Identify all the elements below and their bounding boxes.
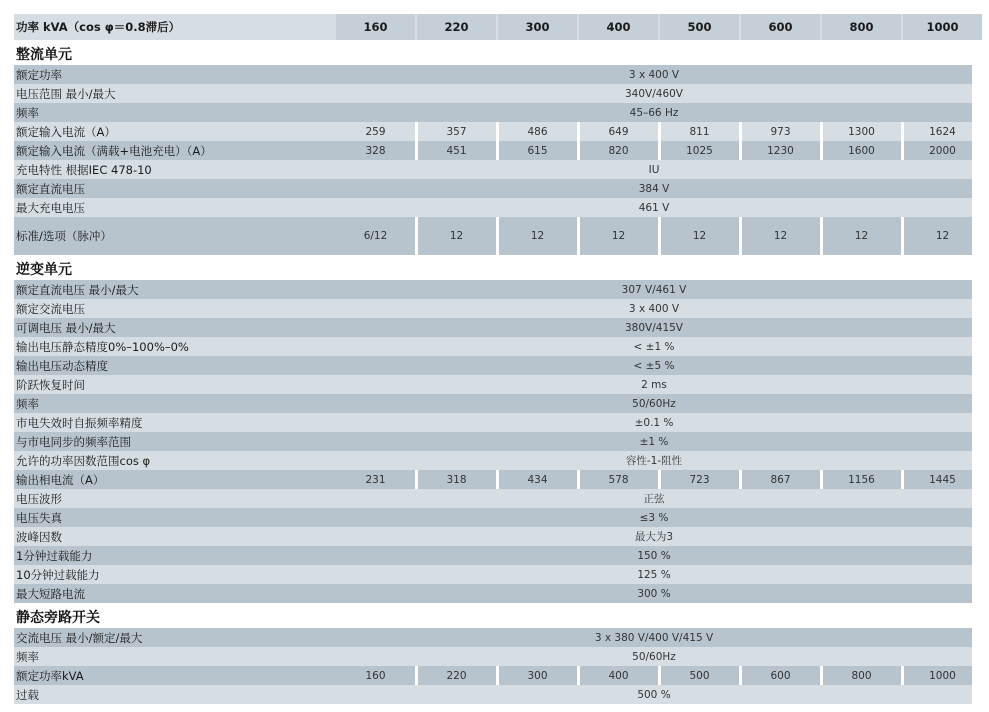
table-row (14, 160, 972, 179)
column-separator (901, 122, 904, 141)
row-cell: 12 (449, 230, 464, 242)
row-value: 容性-1-阻性 (625, 455, 683, 467)
row-label: 充电特性 根据IEC 478-10 (16, 162, 152, 177)
header-column: 600 (741, 14, 820, 40)
column-separator (739, 217, 742, 255)
row-cell: 12 (854, 230, 869, 242)
row-value: 125 % (637, 568, 671, 581)
table-row (14, 647, 972, 666)
row-cell: 820 (608, 144, 629, 157)
table-row (14, 318, 972, 337)
row-value: ±0.1 % (634, 416, 674, 429)
column-separator (415, 122, 418, 141)
column-separator (658, 217, 661, 255)
row-value: 500 % (637, 688, 671, 701)
table-row (14, 413, 972, 432)
column-separator (901, 141, 904, 160)
row-cells (336, 122, 972, 141)
table-row (14, 65, 972, 84)
column-separator (901, 217, 904, 255)
row-cell: 12 (692, 230, 707, 242)
row-value: 2 ms (641, 378, 667, 391)
row-cell: 12 (773, 230, 788, 242)
row-value: ≤3 % (639, 511, 669, 524)
row-value: ±1 % (639, 435, 669, 448)
column-separator (415, 141, 418, 160)
header-columns (336, 14, 972, 40)
column-separator (415, 470, 418, 489)
row-label: 电压波形 (16, 491, 62, 506)
row-value: 380V/415V (625, 321, 683, 334)
column-separator (577, 666, 580, 685)
table-row (14, 432, 972, 451)
column-separator (415, 217, 418, 255)
table-row (14, 375, 972, 394)
row-label: 电压失真 (16, 510, 62, 525)
row-cell: 160 (365, 669, 386, 682)
table-row (14, 280, 972, 299)
row-label: 10分钟过载能力 (16, 567, 100, 582)
table-row (14, 565, 972, 584)
row-label: 可调电压 最小/最大 (16, 320, 116, 335)
row-label: 交流电压 最小/额定/最大 (16, 630, 143, 645)
table-row (14, 179, 972, 198)
header-column: 800 (822, 14, 901, 40)
column-separator (577, 470, 580, 489)
column-separator (658, 666, 661, 685)
row-cell: 6/12 (363, 230, 388, 242)
column-separator (901, 666, 904, 685)
table-row (14, 546, 972, 565)
column-separator (496, 470, 499, 489)
table-row (14, 584, 972, 603)
table-row (14, 122, 972, 141)
column-separator (658, 470, 661, 489)
row-cell: 600 (770, 669, 791, 682)
row-cells (336, 666, 972, 685)
header-label: 功率 kVA（cos φ＝0.8滞后） (16, 20, 181, 34)
column-separator (820, 141, 823, 160)
row-cell: 451 (446, 144, 467, 157)
column-separator (739, 470, 742, 489)
row-label: 额定输入电流（满载+电池充电）（A） (16, 143, 212, 158)
table-row (14, 470, 972, 489)
row-cell: 1230 (767, 144, 794, 157)
row-label: 阶跃恢复时间 (16, 377, 85, 392)
row-cell: 1000 (929, 669, 956, 682)
column-separator (496, 666, 499, 685)
row-cell: 811 (689, 125, 710, 138)
row-label: 市电失效时自振频率精度 (16, 415, 143, 430)
header-column: 400 (579, 14, 658, 40)
row-cell: 486 (527, 125, 548, 138)
column-separator (577, 122, 580, 141)
row-label: 最大短路电流 (16, 586, 85, 601)
row-cell: 400 (608, 669, 629, 682)
row-cell: 328 (365, 144, 386, 157)
table-row (14, 527, 972, 546)
row-cell: 231 (365, 473, 386, 486)
row-value: 3 x 400 V (628, 68, 680, 81)
row-label: 频率 (16, 105, 39, 120)
table-header-row (14, 14, 972, 40)
row-value: < ±5 % (633, 359, 675, 372)
row-cell: 578 (608, 473, 629, 486)
row-cells (336, 217, 972, 255)
table-row (14, 198, 972, 217)
row-label: 电压范围 最小/最大 (16, 86, 116, 101)
row-label: 额定功率 (16, 67, 62, 82)
column-separator (901, 470, 904, 489)
header-column: 160 (336, 14, 415, 40)
table-row (14, 356, 972, 375)
column-separator (739, 141, 742, 160)
row-cells (336, 141, 972, 160)
row-cell: 12 (611, 230, 626, 242)
column-separator (820, 217, 823, 255)
column-separator (820, 122, 823, 141)
table-row (14, 451, 972, 470)
row-cell: 318 (446, 473, 467, 486)
column-separator (496, 141, 499, 160)
row-cell: 12 (935, 230, 950, 242)
table-row (14, 84, 972, 103)
row-cell: 259 (365, 125, 386, 138)
row-cell: 1156 (848, 473, 875, 486)
row-label: 输出电压动态精度 (16, 358, 108, 373)
column-separator (739, 122, 742, 141)
row-label: 额定交流电压 (16, 301, 85, 316)
table-row (14, 685, 972, 704)
row-cell: 12 (530, 230, 545, 242)
column-separator (496, 122, 499, 141)
header-column: 500 (660, 14, 739, 40)
section-title: 逆变单元 (16, 262, 72, 278)
row-value: < ±1 % (633, 340, 675, 353)
column-separator (658, 141, 661, 160)
table-row (14, 508, 972, 527)
row-value: 461 V (638, 201, 670, 214)
row-label: 额定功率kVA (16, 668, 84, 683)
row-label: 额定直流电压 (16, 181, 85, 196)
row-label: 标准/选项（脉冲） (16, 229, 112, 243)
row-cell: 973 (770, 125, 791, 138)
row-cell: 220 (446, 669, 467, 682)
row-label: 1分钟过载能力 (16, 548, 93, 563)
column-separator (577, 217, 580, 255)
table-row (14, 489, 972, 508)
row-label: 与市电同步的频率范围 (16, 434, 131, 449)
header-column: 1000 (903, 14, 982, 40)
row-cell: 1624 (929, 125, 956, 138)
row-value: 300 % (637, 587, 671, 600)
row-label: 输出电压静态精度0%–100%–0% (16, 339, 189, 354)
column-separator (820, 666, 823, 685)
row-cell: 723 (689, 473, 710, 486)
row-cell: 357 (446, 125, 467, 138)
header-column: 220 (417, 14, 496, 40)
row-value: 最大为3 (634, 531, 674, 543)
row-value: 45–66 Hz (629, 106, 679, 119)
column-separator (820, 470, 823, 489)
row-value: 正弦 (643, 493, 665, 505)
row-cells (336, 470, 972, 489)
row-value: 384 V (638, 182, 670, 195)
table-row (14, 217, 972, 255)
row-label: 允许的功率因数范围cos φ (16, 453, 151, 468)
row-value: 307 V/461 V (621, 283, 687, 296)
row-label: 波峰因数 (16, 529, 62, 544)
table-row (14, 666, 972, 685)
column-separator (739, 666, 742, 685)
table-row (14, 299, 972, 318)
row-value: 3 x 380 V/400 V/415 V (594, 631, 714, 644)
row-cell: 434 (527, 473, 548, 486)
row-value: 50/60Hz (632, 650, 676, 663)
column-separator (496, 217, 499, 255)
row-cell: 300 (527, 669, 548, 682)
row-cell: 1600 (848, 144, 875, 157)
row-cell: 649 (608, 125, 629, 138)
row-cell: 1025 (686, 144, 713, 157)
row-cell: 1445 (929, 473, 956, 486)
column-separator (577, 141, 580, 160)
row-label: 频率 (16, 649, 39, 664)
table-row (14, 141, 972, 160)
table-row (14, 337, 972, 356)
row-label: 频率 (16, 396, 39, 411)
row-value: 50/60Hz (632, 397, 676, 410)
section-title: 静态旁路开关 (16, 610, 100, 626)
row-value: 340V/460V (625, 87, 683, 100)
row-label: 过载 (16, 687, 39, 702)
row-label: 最大充电电压 (16, 200, 85, 215)
table-row (14, 394, 972, 413)
row-cell: 615 (527, 144, 548, 157)
row-cell: 867 (770, 473, 791, 486)
row-cell: 800 (851, 669, 872, 682)
row-value: IU (648, 163, 660, 176)
table-row (14, 628, 972, 647)
row-label: 输出相电流（A） (16, 472, 105, 487)
column-separator (658, 122, 661, 141)
row-cell: 1300 (848, 125, 875, 138)
table-row (14, 103, 972, 122)
row-cell: 500 (689, 669, 710, 682)
row-label: 额定直流电压 最小/最大 (16, 282, 139, 297)
header-column: 300 (498, 14, 577, 40)
row-label: 额定输入电流（A） (16, 124, 116, 139)
row-cell: 2000 (929, 144, 956, 157)
row-value: 150 % (637, 549, 671, 562)
row-value: 3 x 400 V (628, 302, 680, 315)
column-separator (415, 666, 418, 685)
section-title: 整流单元 (16, 47, 72, 63)
